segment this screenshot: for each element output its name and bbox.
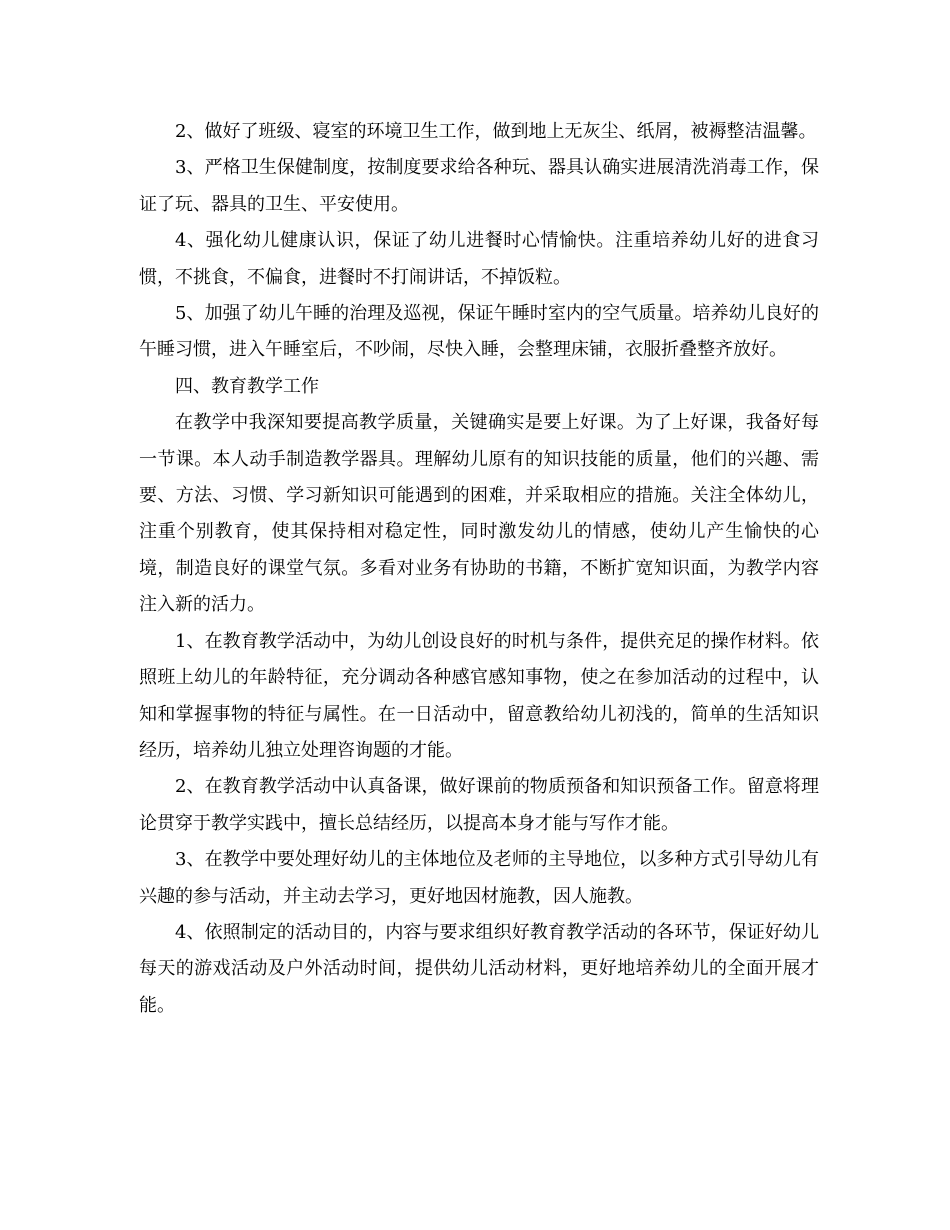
paragraph-teaching-item-1: 1、在教育教学活动中，为幼儿创设良好的时机与条件，提供充足的操作材料。依照班上幼儿的年龄特征，充分调动各种感官感知事物，使之在参加活动的过程中，认知和掌握事物的特征与属性。在一日活动中，留意教给幼儿初浅的，简单的生活知识经历，培养幼儿独立处理咨询题的才能。: [139, 630, 819, 761]
section-heading-teaching: 四、教育教学工作: [175, 375, 319, 397]
paragraph-teaching-item-3: 3、在教学中要处理好幼儿的主体地位及老师的主导地位，以多种方式引导幼儿有兴趣的参与活动，并主动去学习，更好地因材施教，因人施教。: [139, 849, 819, 907]
paragraph-hygiene-environment: 2、做好了班级、寝室的环境卫生工作，做到地上无灰尘、纸屑，被褥整洁温馨。: [175, 121, 817, 142]
paragraph-teaching-item-2: 2、在教育教学活动中认真备课，做好课前的物质预备和知识预备工作。留意将理论贯穿于教学实践中，擅长总结经历，以提高本身才能与写作才能。: [139, 776, 819, 834]
paragraph-disinfection: 3、严格卫生保健制度，按制度要求给各种玩、器具认确实进展清洗消毒工作，保证了玩、器具的卫生、平安使用。: [139, 157, 819, 215]
document-body: [139, 114, 819, 1024]
paragraph-teaching-item-4: 4、依照制定的活动目的，内容与要求组织好教育教学活动的各环节，保证好幼儿每天的游戏活动及户外活动时间，提供幼儿活动材料，更好地培养幼儿的全面开展才能。: [139, 921, 819, 1016]
paragraph-teaching-intro: 在教学中我深知要提高教学质量，关键确实是要上好课。为了上好课，我备好每一节课。本人动手制造教学器具。理解幼儿原有的知识技能的质量，他们的兴趣、需要、方法、习惯、学习新知识可能遇到的困难，并采取相应的措施。关注全体幼儿，注重个别教育，使其保持相对稳定性，同时激发幼儿的情感，使幼儿产生愉快的心境，制造良好的课堂气氛。多看对业务有协助的书籍，不断扩宽知识面，为教学内容注入新的活力。: [139, 412, 819, 616]
paragraph-nap-management: 5、加强了幼儿午睡的治理及巡视，保证午睡时室内的空气质量。培养幼儿良好的午睡习惯，进入午睡室后，不吵闹，尽快入睡，会整理床铺，衣服折叠整齐放好。: [139, 303, 819, 361]
paragraph-eating-habits: 4、强化幼儿健康认识，保证了幼儿进餐时心情愉快。注重培养幼儿好的进食习惯，不挑食，不偏食，进餐时不打闹讲话，不掉饭粒。: [139, 230, 819, 288]
